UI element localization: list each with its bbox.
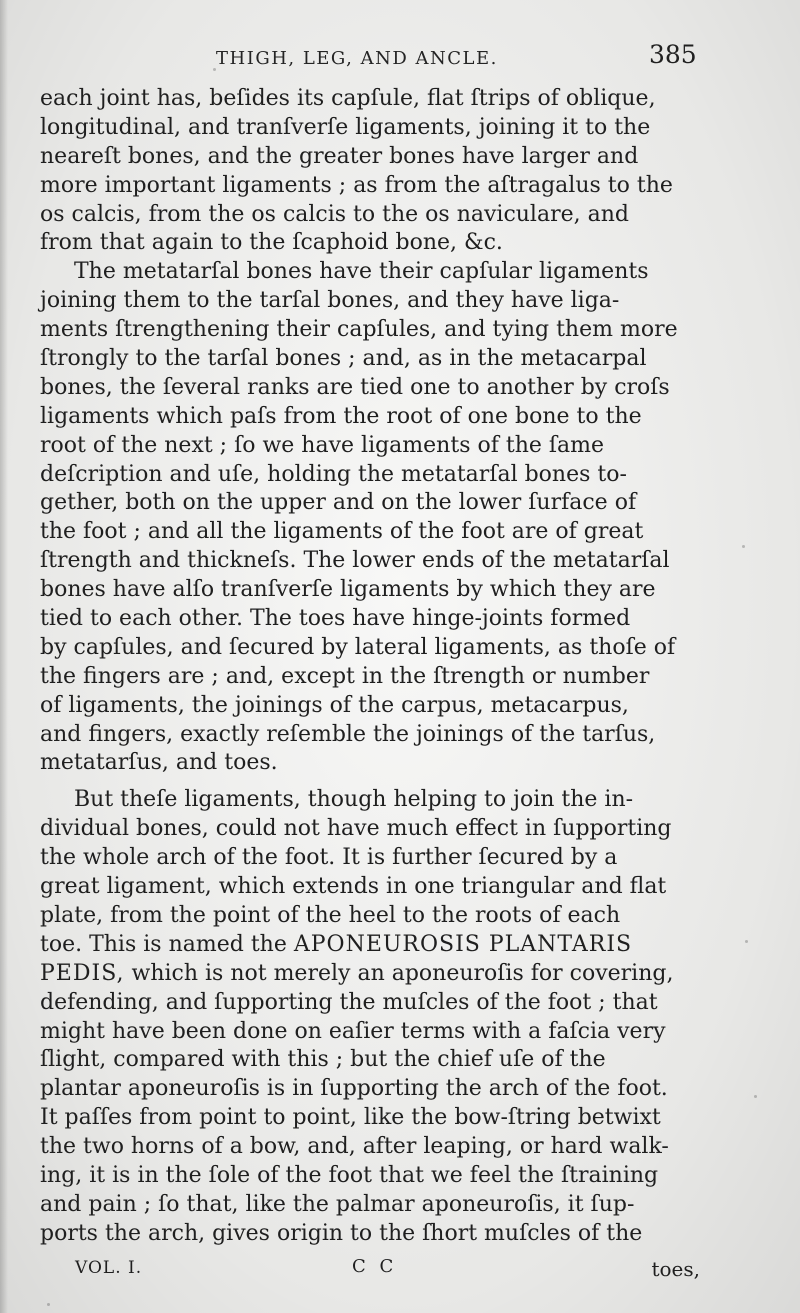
text-line-with-term <box>40 931 700 960</box>
text-line: metatarſus, and toes. <box>40 750 278 776</box>
text-line: bones have alſo tranſverſe ligaments by which they are <box>40 577 656 603</box>
text-fragment: which is not merely an aponeuroſis for covering, <box>131 960 674 986</box>
catchword: toes, <box>651 1257 700 1281</box>
paper-speck <box>742 545 745 548</box>
paper-speck <box>754 1095 757 1098</box>
text-line: tied to each other. The toes have hinge-joints formed <box>40 606 631 632</box>
text-line: from that again to the ſcaphoid bone, &c. <box>40 230 503 256</box>
text-line: of ligaments, the joinings of the carpus, metacarpus, <box>40 692 629 718</box>
text-line: neareſt bones, and the greater bones have larger and <box>40 143 639 169</box>
text-line: dividual bones, could not have much effect in ſupporting <box>40 816 672 842</box>
page-edge-shadow <box>0 0 8 1313</box>
text-line: os calcis, from the os calcis to the os naviculare, and <box>40 201 629 227</box>
text-line: the whole arch of the foot. It is further ſecured by a <box>40 845 618 871</box>
text-line: the two horns of a bow, and, after leaping, or hard walk- <box>40 1134 669 1160</box>
text-line: It paſſes from point to point, like the bow-ſtring betwixt <box>40 1105 661 1131</box>
text-line: great ligament, which extends in one triangular and flat <box>40 874 667 900</box>
text-line: joining them to the tarſal bones, and they have liga- <box>40 288 620 314</box>
text-line: The metatarſal bones have their capſular ligaments <box>74 259 649 285</box>
text-line: ſtrongly to the tarſal bones ; and, as in the metacarpal <box>40 346 647 372</box>
text-line: bones, the ſeveral ranks are tied one to another by croſs <box>40 374 670 400</box>
text-line: ing, it is in the ſole of the foot that we feel the ſtraining <box>40 1162 659 1188</box>
running-head <box>40 42 700 72</box>
text-line: and pain ; ſo that, like the palmar aponeuroſis, it ſup- <box>40 1191 635 1217</box>
text-line-with-term <box>40 960 700 989</box>
text-line: But theſe ligaments, though helping to join the in- <box>74 787 634 813</box>
text-fragment: toe. This is named the <box>40 931 287 957</box>
anatomical-term: PEDIS, <box>40 960 125 986</box>
text-line: ports the arch, gives origin to the ſhort muſcles of the <box>40 1220 643 1246</box>
text-line: plantar aponeuroſis is in ſupporting the arch of the foot. <box>40 1076 668 1102</box>
page-footer <box>40 1254 700 1284</box>
paragraph-gap <box>40 778 700 786</box>
signature-mark: C C <box>352 1256 398 1277</box>
text-line: each joint has, beſides its capſule, flat ſtrips of oblique, <box>40 86 656 111</box>
text-line: ſlight, compared with this ; but the chief uſe of the <box>40 1047 606 1073</box>
text-line: by capſules, and ſecured by lateral ligaments, as thoſe of <box>40 634 676 660</box>
running-title: THIGH, LEG, AND ANCLE. <box>216 48 498 69</box>
text-line: plate, from the point of the heel to the roots of each <box>40 902 621 928</box>
body-text <box>40 85 700 1249</box>
text-line: more important ligaments ; as from the aſtragalus to the <box>40 172 673 198</box>
text-line: deſcription and uſe, holding the metatarſal bones to- <box>40 461 627 487</box>
paper-speck <box>213 68 216 71</box>
text-line: gether, both on the upper and on the lower ſurface of <box>40 490 637 516</box>
text-line: might have been done on eaſier terms with a faſcia very <box>40 1018 666 1044</box>
text-line: the fingers are ; and, except in the ſtrength or number <box>40 663 650 689</box>
text-line: longitudinal, and tranſverſe ligaments, joining it to the <box>40 114 651 140</box>
text-line: ſtrength and thickneſs. The lower ends of the metatarſal <box>40 548 670 574</box>
text-line: and fingers, exactly reſemble the joinings of the tarſus, <box>40 721 656 747</box>
volume-mark: VOL. I. <box>75 1258 143 1278</box>
text-line: the foot ; and all the ligaments of the foot are of great <box>40 519 644 545</box>
paper-speck <box>47 1303 50 1306</box>
text-line: root of the next ; ſo we have ligaments of the ſame <box>40 432 605 458</box>
text-line: ligaments which paſs from the root of one bone to the <box>40 403 642 429</box>
page-number: 385 <box>649 40 697 69</box>
paper-speck <box>745 940 748 943</box>
text-line: defending, and ſupporting the muſcles of the foot ; that <box>40 989 658 1015</box>
text-line: ments ſtrengthening their capſules, and tying them more <box>40 317 678 343</box>
anatomical-term: APONEUROSIS PLANTARIS <box>293 931 633 957</box>
